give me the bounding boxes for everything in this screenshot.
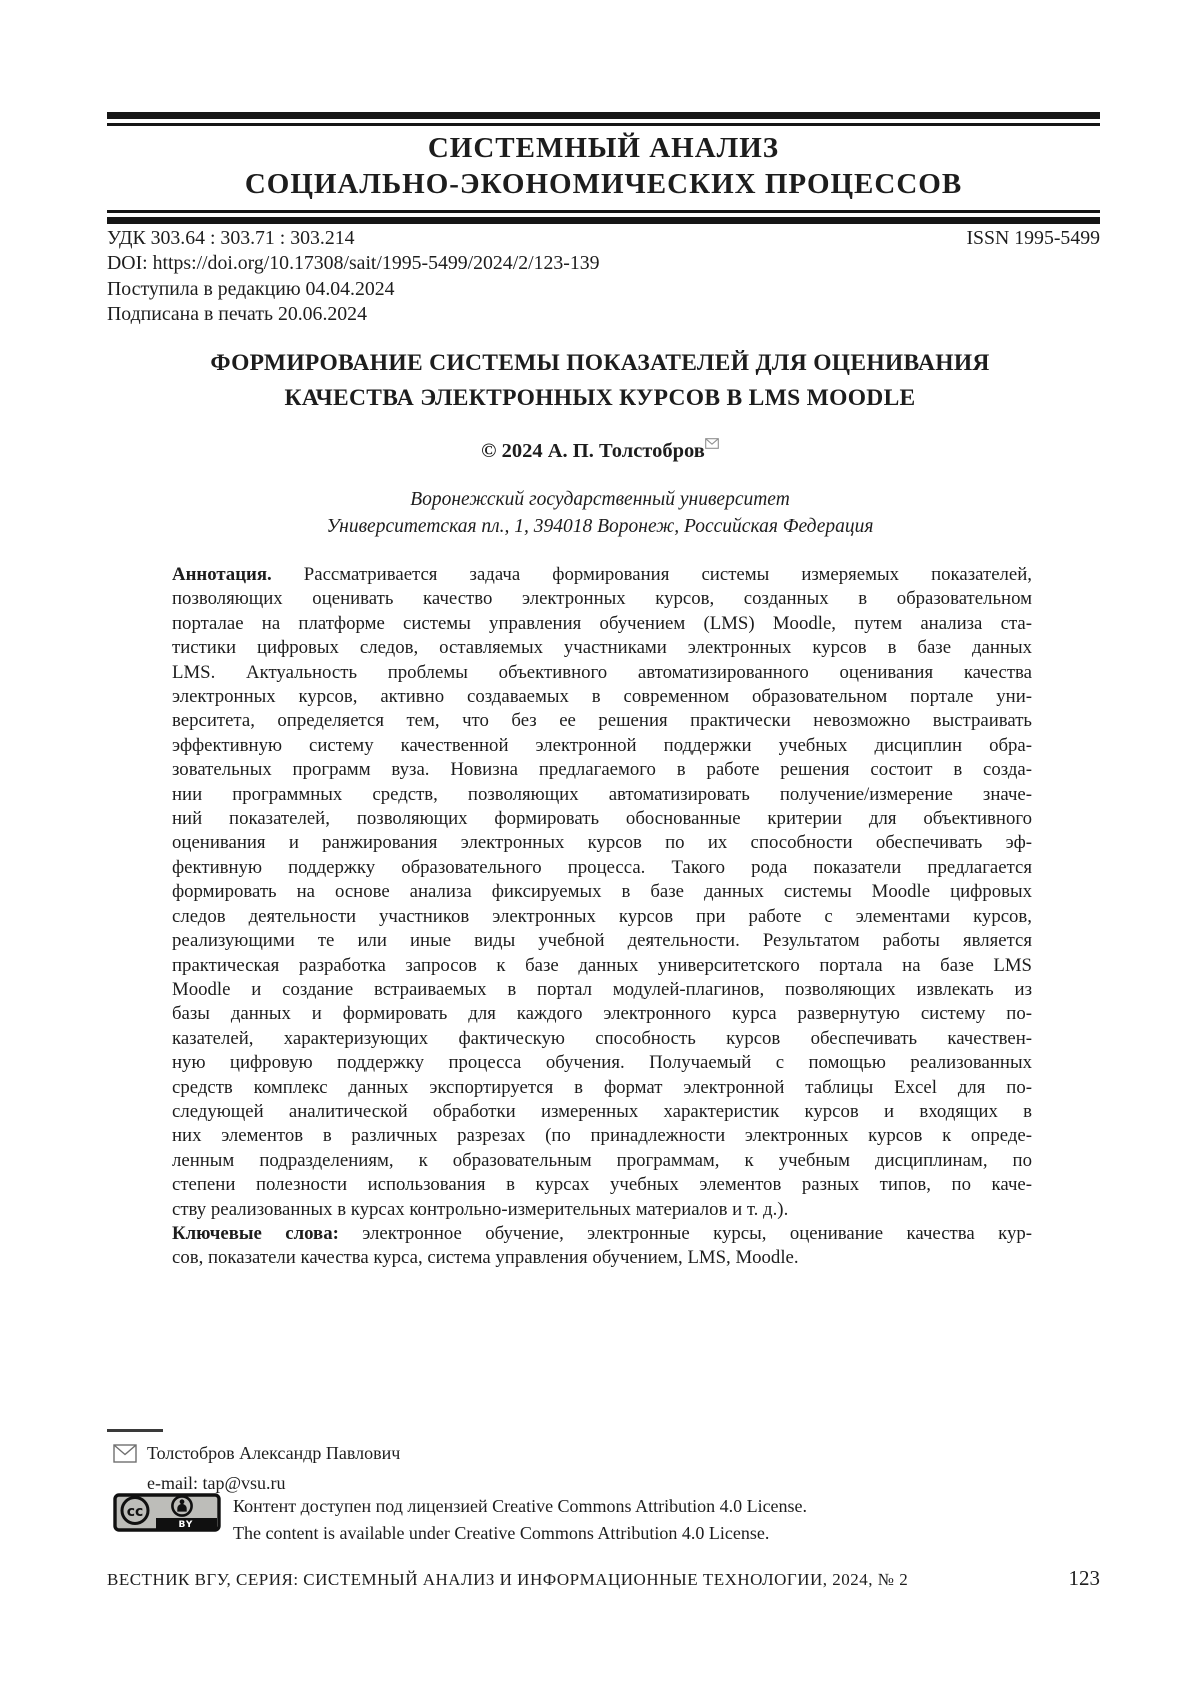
abstract-line: практическая разработка запросов к базе данных университетского портала на базе LMS — [172, 954, 1032, 976]
abstract-line: казателей, характеризующих фактическую способность курсов обеспечивать качествен- — [172, 1027, 1032, 1049]
keywords-line: сов, показатели качества курса, система управления обучением, LMS, Moodle. — [172, 1247, 799, 1269]
article-title-line1: ФОРМИРОВАНИЕ СИСТЕМЫ ПОКАЗАТЕЛЕЙ ДЛЯ ОЦЕНИВАНИЯ — [210, 350, 990, 376]
affiliation-line1: Воронежский государственный университет — [410, 489, 790, 510]
footnote-author-name: Толстобров Александр Павлович — [147, 1443, 401, 1463]
abstract-line: средств комплекс данных экспортируется в формат электронной таблицы Excel для по- — [172, 1076, 1032, 1098]
banner-rule-top-thick — [107, 112, 1100, 119]
footnote-contact — [113, 1441, 400, 1496]
license-text — [233, 1493, 807, 1546]
article-meta — [107, 226, 1100, 327]
envelope-cell — [113, 1444, 147, 1471]
by-label: BY — [178, 1520, 194, 1531]
abstract-line: степени полезности использования в курсах учебных элементов разных типов, по каче- — [172, 1174, 1032, 1196]
banner-rule-bottom-thick — [107, 217, 1100, 224]
issn-code: ISSN 1995-5499 — [966, 227, 1100, 249]
abstract-line: следов деятельности участников электронных курсов при работе с элементами курсов, — [172, 905, 1032, 927]
page-number: 123 — [1068, 1566, 1100, 1590]
license-row — [113, 1493, 807, 1546]
affiliation-line2: Университетская пл., 1, 394018 Воронеж, Российская Федерация — [326, 516, 874, 537]
footnote-separator — [107, 1429, 163, 1432]
abstract-line: зовательных программ вуза. Новизна предлагаемого в работе решения состоит в созда- — [172, 759, 1032, 781]
license-text-en: The content is available under Creative Commons Attribution 4.0 License. — [233, 1522, 770, 1543]
banner-rule-bottom-thin — [107, 210, 1100, 213]
abstract-line: фективную поддержку образовательного процесса. Такого рода показатели предлагается — [172, 856, 1032, 878]
abstract-line: базы данных и формировать для каждого электронного курса развернутую систему по- — [172, 1003, 1032, 1025]
udc-code: УДК 303.64 : 303.71 : 303.214 — [107, 227, 355, 249]
abstract-line: позволяющих оценивать качество электронных курсов, созданных в образовательном — [172, 588, 1032, 610]
author-name: © 2024 А. П. Толстобров — [481, 439, 705, 462]
abstract-line: ний показателей, позволяющих формировать обоснованные критерии для объективного — [172, 808, 1032, 830]
abstract-line: реализующими те или иные виды учебной деятельности. Результатом работы является — [172, 930, 1032, 952]
copyright-author-line — [0, 434, 1200, 463]
keywords-line: Ключевые слова: электронное обучение, электронные курсы, оценивание качества кур- — [172, 1222, 1033, 1244]
abstract-line: LMS. Актуальность проблемы объективного автоматизированного оценивания качества — [172, 661, 1032, 683]
abstract-line: формировать на основе анализа фиксируемых в базе данных системы Moodle цифровых — [172, 881, 1032, 903]
cc-label: cc — [126, 1504, 144, 1520]
doi-line: DOI: https://doi.org/10.17308/sait/1995-5499/2024/2/123-139 — [107, 252, 600, 275]
abstract-line: ную цифровую поддержку процесса обучения. Получаемый с помощью реализованных — [172, 1052, 1032, 1074]
abstract-line: Moodle и создание встраиваемых в портал модулей-плагинов, позволяющих извлекать из — [172, 978, 1032, 1000]
abstract-line: тистики цифровых следов, оставляемых участниками электронных курсов в базе данных — [172, 637, 1032, 659]
journal-banner — [107, 112, 1100, 224]
license-text-ru: Контент доступен под лицензией Creative Commons Attribution 4.0 License. — [233, 1496, 808, 1516]
section-title — [107, 126, 1100, 210]
envelope-icon — [705, 438, 719, 449]
received-date-line: Поступила в редакцию 04.04.2024 — [107, 277, 395, 300]
affiliation — [0, 486, 1200, 540]
abstract-line: эффективную систему качественной электронной поддержки учебных дисциплин обра- — [172, 734, 1032, 756]
abstract-line: оценивания и ранжирования электронных курсов по их способности обеспечивать эф- — [172, 832, 1032, 854]
corresponding-author-mark — [705, 434, 719, 453]
abstract-line: них элементов в различных разрезах (по принадлежности электронных курсов к опреде- — [172, 1125, 1032, 1147]
cc-by-badge — [113, 1493, 221, 1532]
accepted-date-line: Подписана в печать 20.06.2024 — [107, 302, 367, 325]
footnote-email: e-mail: tap@vsu.ru — [147, 1472, 286, 1493]
abstract-line: следующей аналитической обработки измеренных характеристик курсов и входящих в — [172, 1100, 1032, 1122]
article-title — [0, 346, 1200, 416]
page-footer — [107, 1566, 1100, 1591]
abstract-line: электронных курсов, активно создаваемых в современном образовательном портале уни- — [172, 686, 1032, 708]
meta-row-udc-issn — [107, 226, 1100, 251]
abstract-line: нии программных средств, позволяющих автоматизировать получение/измерение значе- — [172, 783, 1032, 805]
article-title-line2: КАЧЕСТВА ЭЛЕКТРОННЫХ КУРСОВ В LMS MOODLE — [284, 385, 916, 411]
abstract-line: ству реализованных в курсах контрольно-измерительных материалов и т. д.). — [172, 1198, 789, 1220]
section-title-line1: СИСТЕМНЫЙ АНАЛИЗ — [427, 132, 780, 164]
abstract-line: верситета, определяется тем, что без ее решения практически невозможно выстраивать — [172, 710, 1032, 732]
section-title-line2: СОЦИАЛЬНО-ЭКОНОМИЧЕСКИХ ПРОЦЕССОВ — [244, 168, 963, 200]
abstract-line: ленным подразделениям, к образовательным программам, к учебным дисциплинам, по — [172, 1149, 1032, 1171]
journal-footer-line: ВЕСТНИК ВГУ, СЕРИЯ: СИСТЕМНЫЙ АНАЛИЗ И ИНФОРМАЦИОННЫЕ ТЕХНОЛОГИИ, 2024, № 2 — [107, 1570, 909, 1589]
abstract — [172, 563, 1032, 1271]
envelope-icon — [113, 1444, 137, 1463]
abstract-line: порталае на платформе системы управления обучением (LMS) Moodle, путем анализа ста- — [172, 612, 1032, 634]
abstract-first-line: Аннотация. Рассматривается задача формирования системы измеряемых показателей, — [172, 564, 1032, 585]
